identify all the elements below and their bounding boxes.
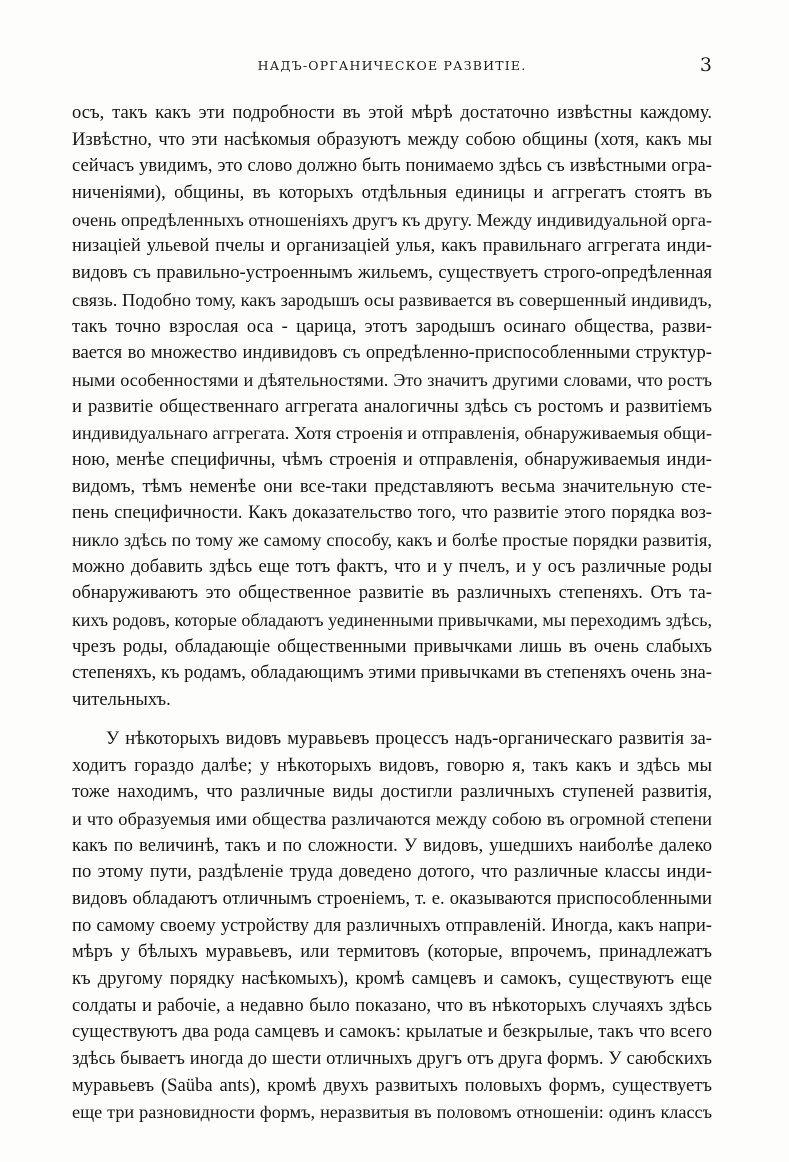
text-line: связь. Подобно тому, какъ зародышъ осы развивается въ совершенный индивидъ, (72, 289, 712, 310)
text-line: чрезъ роды, обладающіе общественными привычками лишь въ очень слабыхъ (72, 635, 712, 657)
text-line: обнаруживаютъ это общественное развитіе въ различныхъ степеняхъ. Отъ та- (72, 582, 712, 604)
running-title: НАДЪ-ОРГАНИЧЕСКОЕ РАЗВИТІЕ. (257, 58, 527, 73)
text-line: тоже находимъ, что различные виды достигли различныхъ ступеней развитія, (72, 781, 712, 803)
text-line: существуютъ два рода самцевъ и самокъ: крылатые и безкрылые, такъ что всего (72, 1021, 712, 1043)
text-line: такъ точно взрослая оса - царица, этотъ зародышъ осинаго общества, разви- (72, 315, 712, 337)
paragraph-2 (72, 726, 712, 1126)
text-line: никло здѣсь по тому же самому способу, какъ и болѣе простые порядки развитія, (72, 530, 712, 550)
text-line: солдаты и рабочіе, а недавно было показано, что въ нѣкоторыхъ случаяхъ здѣсь (72, 994, 712, 1016)
text-line: Извѣстно, что эти насѣкомыя образуютъ между собою общины (хотя, какъ мы (72, 128, 712, 150)
text-line: видовъ обладаютъ отличнымъ строеніемъ, т. е. оказываются приспособленными (72, 887, 712, 909)
text-line: и развитіе общественнаго аггрегата аналогичны здѣсь съ ростомъ и развитіемъ (72, 395, 712, 417)
text-line: ными особенностями и дѣятельностями. Это значитъ другими словами, что ростъ (72, 369, 712, 390)
text-line: сейчасъ увидимъ, это слово должно быть понимаемо здѣсь съ извѣстными огра- (72, 155, 712, 177)
text-line: можно добавить здѣсь еще тотъ фактъ, что и у пчелъ, и у осъ различные роды (72, 555, 712, 577)
text-line: очень опредѣленныхъ отношеніяхъ другъ къ другу. Между индивидуальной орга- (72, 209, 712, 230)
text-line: и что образуемыя ими общества различаются между собою въ огромной степени (72, 808, 712, 829)
text-line: мѣръ у бѣлыхъ муравьевъ, или термитовъ (которые, впрочемъ, принадлежатъ (72, 941, 712, 963)
text-line: муравьевъ (Saüba ants), кромѣ двухъ развитыхъ половыхъ формъ, существуетъ (72, 1074, 712, 1096)
paragraph-gap (72, 714, 712, 726)
running-head (72, 52, 712, 82)
text-line: пень специфичности. Какъ доказательство того, что развитіе этого порядка воз- (72, 502, 712, 524)
text-line: по самому своему устройству для различныхъ отправленій. Иногда, какъ напри- (72, 914, 712, 936)
text-line: ною, менѣе специфичны, чѣмъ строенія и отправленія, обнаруживаемыя инди- (72, 448, 712, 470)
paragraph-1 (72, 100, 712, 714)
text-line: вается во множество индивидовъ съ опредѣленно-приспособленными структур- (72, 342, 712, 364)
text-line: еще три разновидности формъ, неразвитыя въ половомъ отношеніи: одинъ классъ (72, 1102, 712, 1123)
text-line: индивидуальнаго аггрегата. Хотя строенія и отправленія, обнаруживаемыя общи- (72, 423, 712, 444)
text-line: по этому пути, раздѣленіе труда доведено дотого, что различные классы инди- (72, 861, 712, 883)
text-line: какъ по величинѣ, такъ и по сложности. У видовъ, ушедшихъ наиболѣе далеко (72, 834, 712, 856)
body-text (72, 100, 712, 1126)
text-line: видовъ съ правильно-устроеннымъ жильемъ, существуетъ строго-опредѣленная (72, 262, 712, 284)
page-number: 3 (699, 54, 712, 76)
text-line: чительныхъ. (72, 689, 171, 711)
text-line: ходитъ гораздо далѣе; у нѣкоторыхъ видовъ, говорю я, такъ какъ и здѣсь мы (72, 754, 712, 776)
text-line: ниченіями), общины, въ которыхъ отдѣльныя единицы и аггрегатъ стоятъ въ (72, 182, 712, 204)
text-line: видомъ, тѣмъ неменѣе они все-таки представляютъ весьма значительную сте- (72, 475, 712, 497)
text-line: осъ, такъ какъ эти подробности въ этой мѣрѣ достаточно извѣстны каждому. (72, 102, 712, 123)
text-line: низацiей ульевой пчелы и организацiей улья, какъ правильнаго аггрегата инди- (72, 235, 712, 257)
text-line: степеняхъ, къ родамъ, обладающимъ этими привычками въ степеняхъ очень зна- (72, 662, 712, 684)
text-line: къ другому порядку насѣкомыхъ), кромѣ самцевъ и самокъ, существуютъ еще (72, 968, 712, 989)
text-line: кихъ родовъ, которые обладаютъ уединенными привычками, мы переходимъ здѣсь, (72, 610, 712, 631)
text-line: У нѣкоторыхъ видовъ муравьевъ процессъ надъ-органическаго развитія за- (106, 727, 712, 749)
text-line: здѣсь бываетъ иногда до шести отличныхъ другъ отъ друга формъ. У саюбскихъ (72, 1048, 712, 1070)
